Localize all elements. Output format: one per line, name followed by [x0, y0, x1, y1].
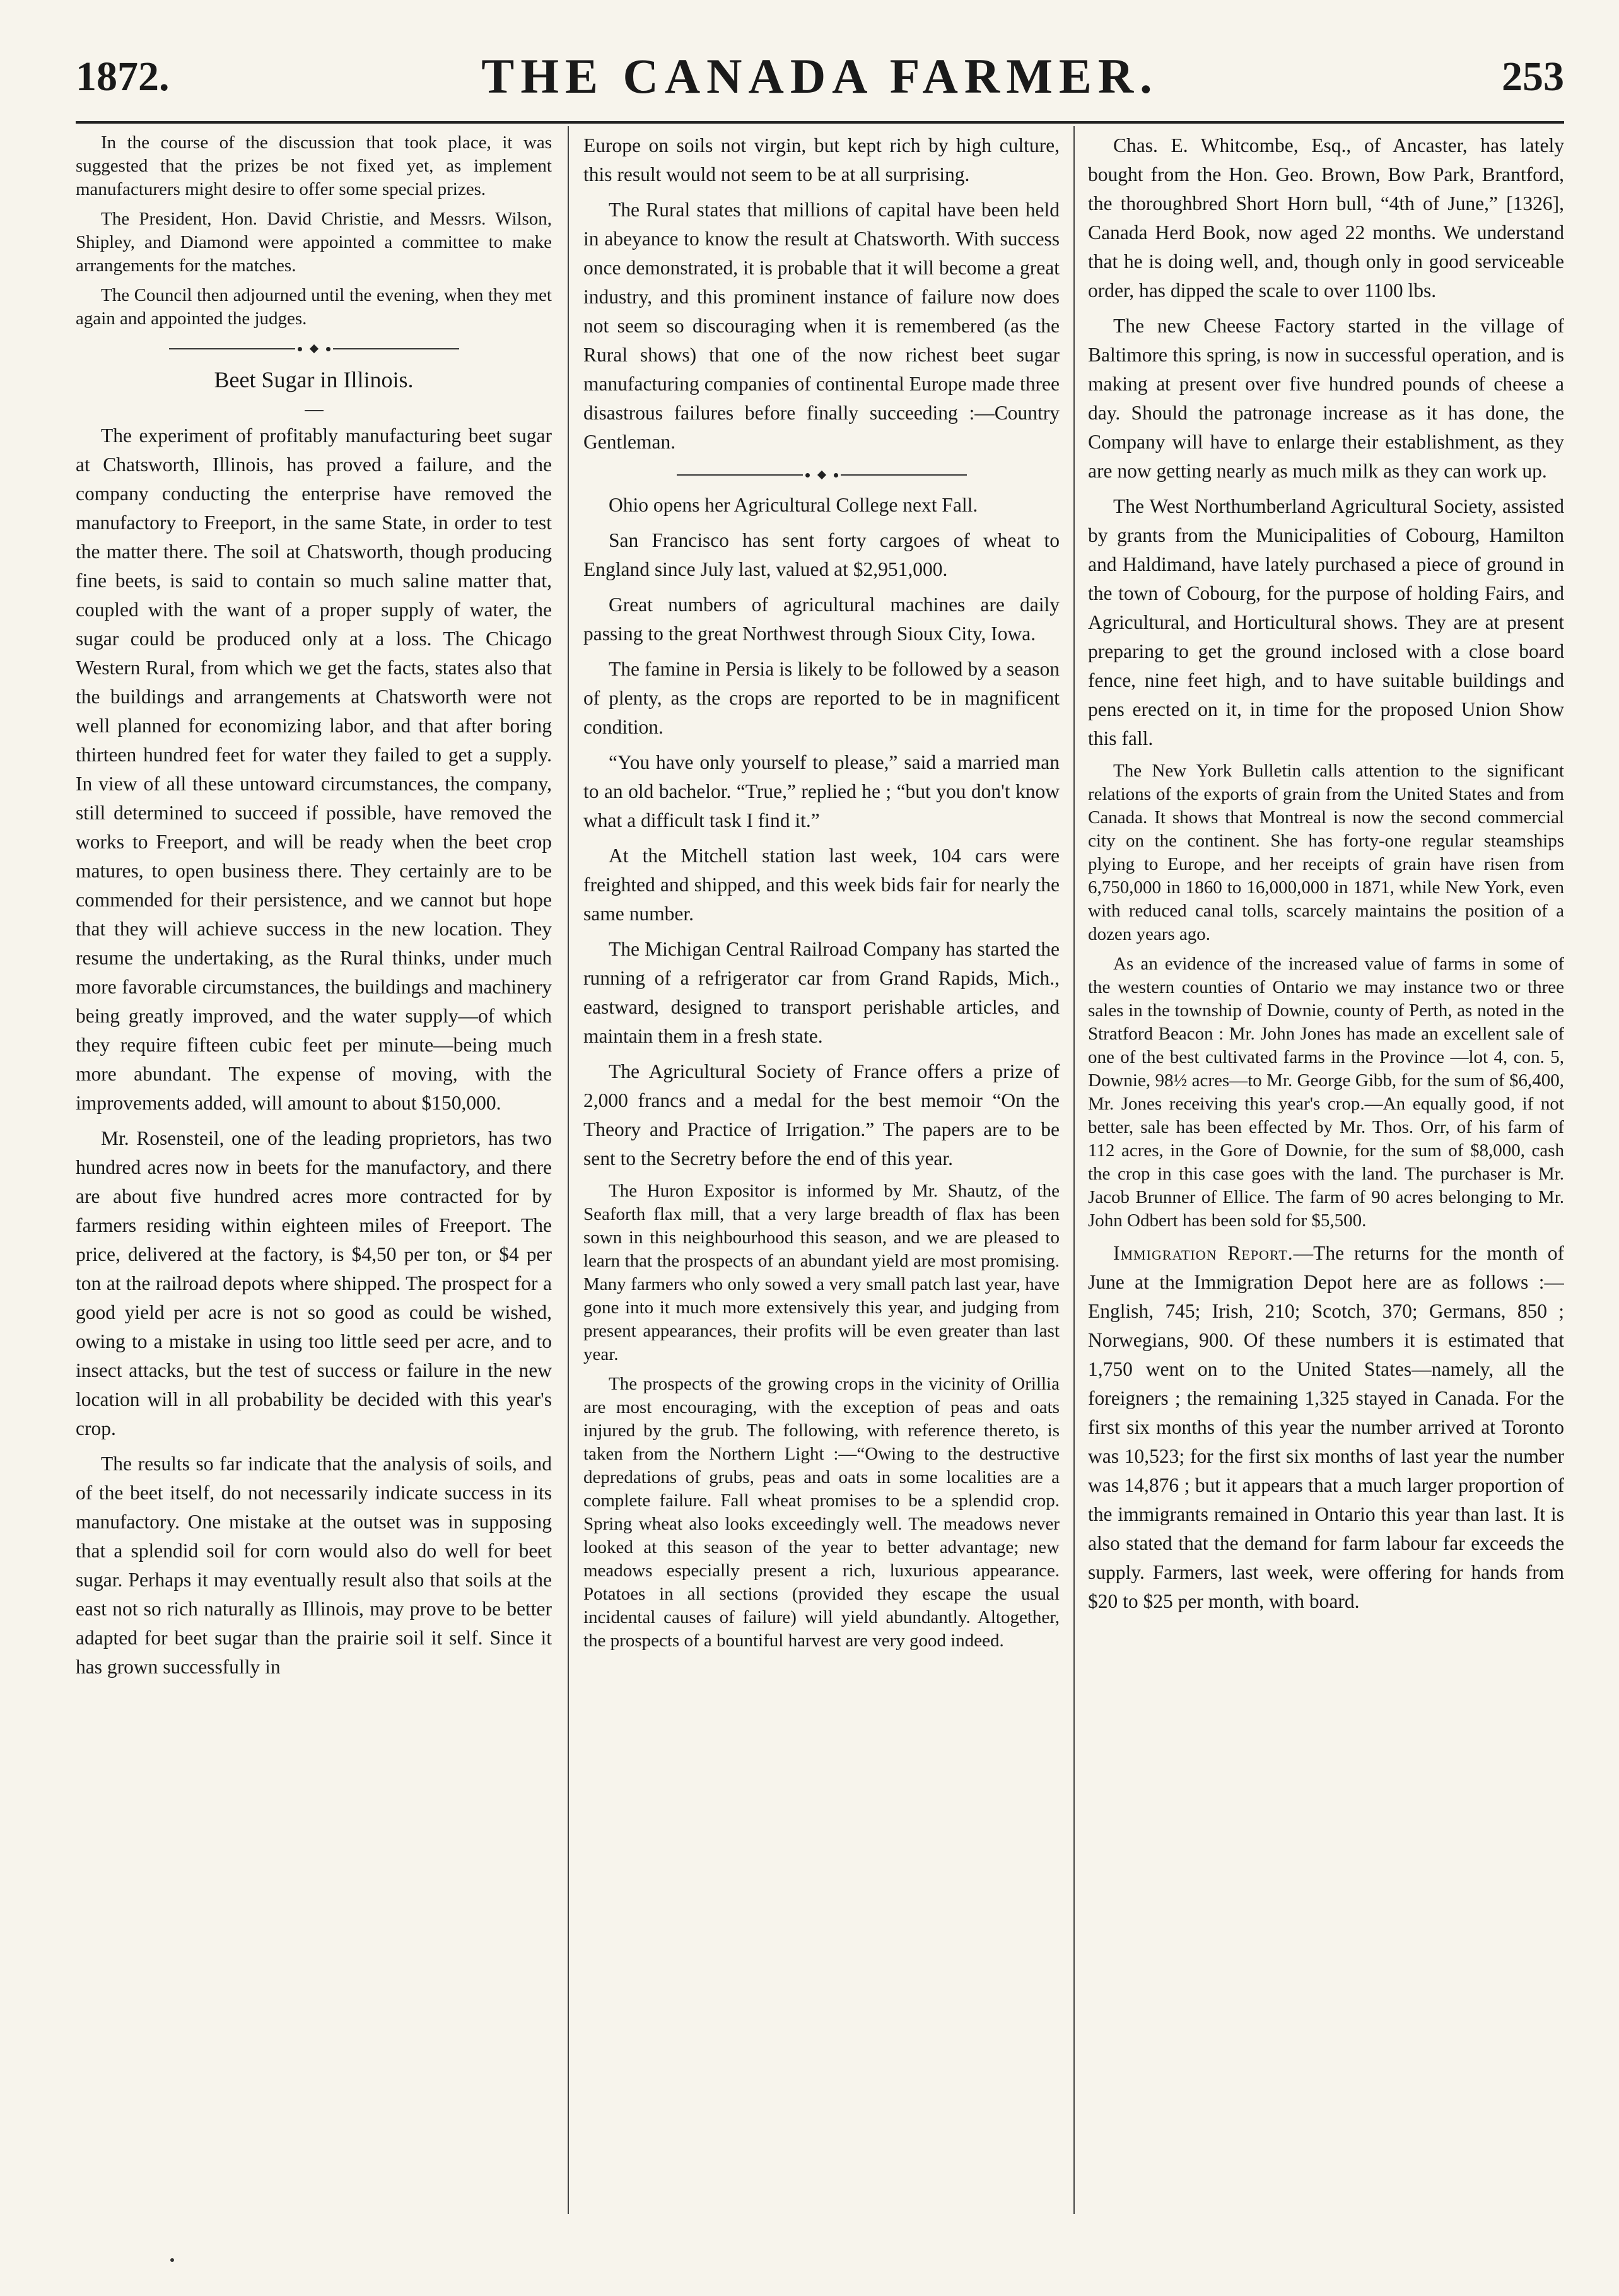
paragraph: The Rural states that millions of capital have been held in abeyance to know the result at Chatsworth. With success once demonstrated, it is probable that it will become a great industry, and this prominent instance of failure now does not seem so discouraging when it is remembered (as the Rural shows) that one of the now richest beet sugar manufacturing companies of continental Europe made three disastrous failures before finally succeeding :—Country Gentleman. [583, 199, 1060, 453]
paragraph: The Michigan Central Railroad Company has started the running of a refrigerator car from Grand Rapids, Mich., eastward, designed to transport perishable articles, and maintain them in a fresh state. [583, 938, 1060, 1047]
run-in-heading: Immigration Report. [1113, 1242, 1294, 1264]
paragraph: San Francisco has sent forty cargoes of wheat to England since July last, valued at $2,951,000. [583, 529, 1060, 580]
masthead-title: THE CANADA FARMER. [481, 49, 1159, 103]
column-divider [568, 126, 569, 2214]
paragraph: At the Mitchell station last week, 104 cars were freighted and shipped, and this week bids fair for nearly the same number. [583, 845, 1060, 925]
paragraph: The West Northumberland Agricultural Society, assisted by grants from the Municipalities of Cobourg, Hamilton and Haldimand, have lately purchased a piece of ground in the town of Cobourg, for the purpose of holding Fairs, and Agricultural, and Horticultural shows. They are at present preparing to get the ground inclosed with a close board fence, nine feet high, and to have suitable buildings and pens erected on it, in time for the proposed Union Show this fall. [1088, 495, 1564, 749]
column-3 [1088, 131, 1564, 2219]
paragraph: As an evidence of the increased value of farms in some of the western counties of Ontario we may instance two or three sales in the township of Downie, county of Perth, as noted in the Stratford Beacon : Mr. John Jones has made an excellent sale of one of the best cultivated farms in the Province —lot 4, con. 5, Downie, 98½ acres—to Mr. George Gibb, for the sum of $6,400, Mr. Jones receiving this year's crop.—An equally good, if not better, sale has been effected by Mr. Thos. Orr, of his farm of 112 acres, in the Gore of Downie, for the sum of $8,000, cash the crop in this case goes with the land. The purchaser is Mr. Jacob Brunner of Ellice. The farm of 90 acres belonging to Mr. John Odbert has been sold for $5,500. [1088, 954, 1564, 1231]
section-ornament [583, 466, 1060, 484]
paragraph: Great numbers of agricultural machines are daily passing to the great Northwest through Sioux City, Iowa. [583, 594, 1060, 645]
heading-rule [305, 410, 324, 411]
paragraph: The Huron Expositor is informed by Mr. Shautz, of the Seaforth flax mill, that a very large breadth of flax has been sown in this neighbourhood this season, and we are pleased to learn that the prospects of an abundant yield are most promising. Many farmers who only sowed a very small patch last year, have gone into it much more extensively this year, and judging from present appearances, their profits will be even greater than last year. [583, 1181, 1060, 1364]
paragraph: The new Cheese Factory started in the village of Baltimore this spring, is now in successful operation, and is making at present over five hundred pounds of cheese a day. Should the patronage increase as it has done, the Company will have to enlarge their establishment, as they are now getting nearly as much milk as they can work up. [1088, 315, 1564, 482]
section-ornament [76, 339, 552, 358]
paragraph: Ohio opens her Agricultural College next Fall. [609, 494, 978, 516]
paragraph: The President, Hon. David Christie, and Messrs. Wilson, Shipley, and Diamond were appointed a committee to make arrangements for the matches. [76, 209, 552, 276]
paragraph: The experiment of profitably manufacturing beet sugar at Chatsworth, Illinois, has proved a failure, and the company conducting the enterprise have removed the manufactory to Freeport, in the same State, in order to test the matter there. The soil at Chatsworth, though producing fine beets, is said to contain so much saline matter that, coupled with the want of a proper supply of water, the sugar could be produced only at a loss. The Chicago Western Rural, from which we get the facts, states also that the buildings and arrangements at Chatsworth were not well planned for economizing labor, and that after boring thirteen hundred feet for water they failed to get a supply. In view of all these untoward circumstances, the company, still determined to succeed if possible, have removed the works to Freeport, and will be ready when the beet crop matures, to open business there. They certainly are to be commended for their persistence, and we cannot but hope that they will achieve success in the new location. They resume the undertaking, as the Rural thinks, under much more favorable circumstances, the buildings and machinery being greatly improved, and the water supply—of which they require fifteen cubic feet per minute—being much more abundant. The expense of moving, with the improvements added, will amount to about $150,000. [76, 425, 552, 1114]
column-divider [1073, 126, 1075, 2214]
article-heading: Beet Sugar in Illinois. [214, 367, 414, 392]
paragraph: The Council then adjourned until the evening, when they met again and appointed the judges. [76, 285, 552, 329]
paragraph: The results so far indicate that the analysis of soils, and of the beet itself, do not necessarily indicate success in its manufactory. One mistake at the outset was in supposing that a splendid soil for corn would also do well for beet sugar. Perhaps it may eventually result also that soils at the east not so rich naturally as Illinois, may prove to be better adapted for beet sugar than the prairie soil it self. Since it has grown successfully in [76, 1453, 552, 1678]
column-2 [583, 131, 1060, 2219]
paragraph: Chas. E. Whitcombe, Esq., of Ancaster, has lately bought from the Hon. Geo. Brown, Bow Park, Brantford, the thoroughbred Short Horn bull, “4th of June,” [1326], Canada Herd Book, now aged 22 months. We understand that he is doing well, and, though only in good serviceable order, has dipped the scale to over 1100 lbs. [1088, 134, 1564, 302]
paragraph [1088, 1239, 1564, 1616]
paragraph-text: —The returns for the month of June at the Immigration Depot here are as follows :—English, 745; Irish, 210; Scotch, 370; Germans, 850 ; Norwegians, 900. Of these numbers it is estimated that 1,750 went on to the United States—namely, all the foreigners ; the remaining 1,325 stayed in Canada. For the first six months of this year the number arrived at Toronto was 10,523; for the first six months of last year the number was 14,876 ; but it appears that a much larger proportion of the immigrants remained in Ontario this year than last. It is also stated that the demand for farm labour far exceeds the supply. Farmers, last week, were offering for hands from $20 to $25 per month, with board. [1088, 1242, 1564, 1612]
page-speck [170, 2258, 174, 2262]
paragraph: “You have only yourself to please,” said a married man to an old bachelor. “True,” replied he ; “but you don't know what a difficult task I find it.” [583, 751, 1060, 831]
paragraph: In the course of the discussion that took place, it was suggested that the prizes be not fixed yet, as implement manufacturers might desire to offer some special prizes. [76, 132, 552, 199]
page-header [76, 44, 1564, 114]
paragraph: Europe on soils not virgin, but kept rich by high culture, this result would not seem to be at all surprising. [583, 134, 1060, 185]
issue-year: 1872. [76, 54, 170, 100]
header-rule [76, 121, 1564, 124]
paragraph: The famine in Persia is likely to be followed by a season of plenty, as the crops are reported to be in magnificent condition. [583, 658, 1060, 738]
paragraph: The prospects of the growing crops in the vicinity of Orillia are most encouraging, with the exception of peas and oats injured by the grub. The following, with reference thereto, is taken from the Northern Light :—“Owing to the destructive depredations of grubs, peas and oats in some localities are a complete failure. Fall wheat promises to be a splendid crop. Spring wheat also looks exceedingly well. The meadows never looked at this season of the year to better advantage; new meadows especially present a rich, luxurious appearance. Potatoes in all sections (provided they escape the usual incidental causes of failure) will yield abundantly. Altogether, the prospects of a bountiful harvest are very good indeed. [583, 1374, 1060, 1651]
paragraph: The New York Bulletin calls attention to the significant relations of the exports of grain from the United States and from Canada. It shows that Montreal is now the second commercial city on the continent. She has forty-one regular steamships plying to Europe, and her receipts of grain have risen from 6,750,000 in 1860 to 16,000,000 in 1871, while New York, even with reduced canal tolls, scarcely maintains the position of a dozen years ago. [1088, 761, 1564, 944]
page-number: 253 [1502, 54, 1564, 100]
column-1 [76, 131, 552, 2219]
paragraph: The Agricultural Society of France offers a prize of 2,000 francs and a medal for the best memoir “On the Theory and Practice of Irrigation.” The papers are to be sent to the Secretry before the end of this year. [583, 1060, 1060, 1169]
paragraph: Mr. Rosensteil, one of the leading proprietors, has two hundred acres now in beets for the manufactory, and there are about five hundred acres more contracted for by farmers residing within eighteen miles of Freeport. The price, delivered at the factory, is $4,50 per ton, or $4 per ton at the railroad depots where shipped. The prospect for a good yield per acre is not so good as could be wished, owing to a mistake in using too little seed per acre, and to insect attacks, but the test of success or failure in the new location will in all probability be decided with this year's crop. [76, 1127, 552, 1439]
